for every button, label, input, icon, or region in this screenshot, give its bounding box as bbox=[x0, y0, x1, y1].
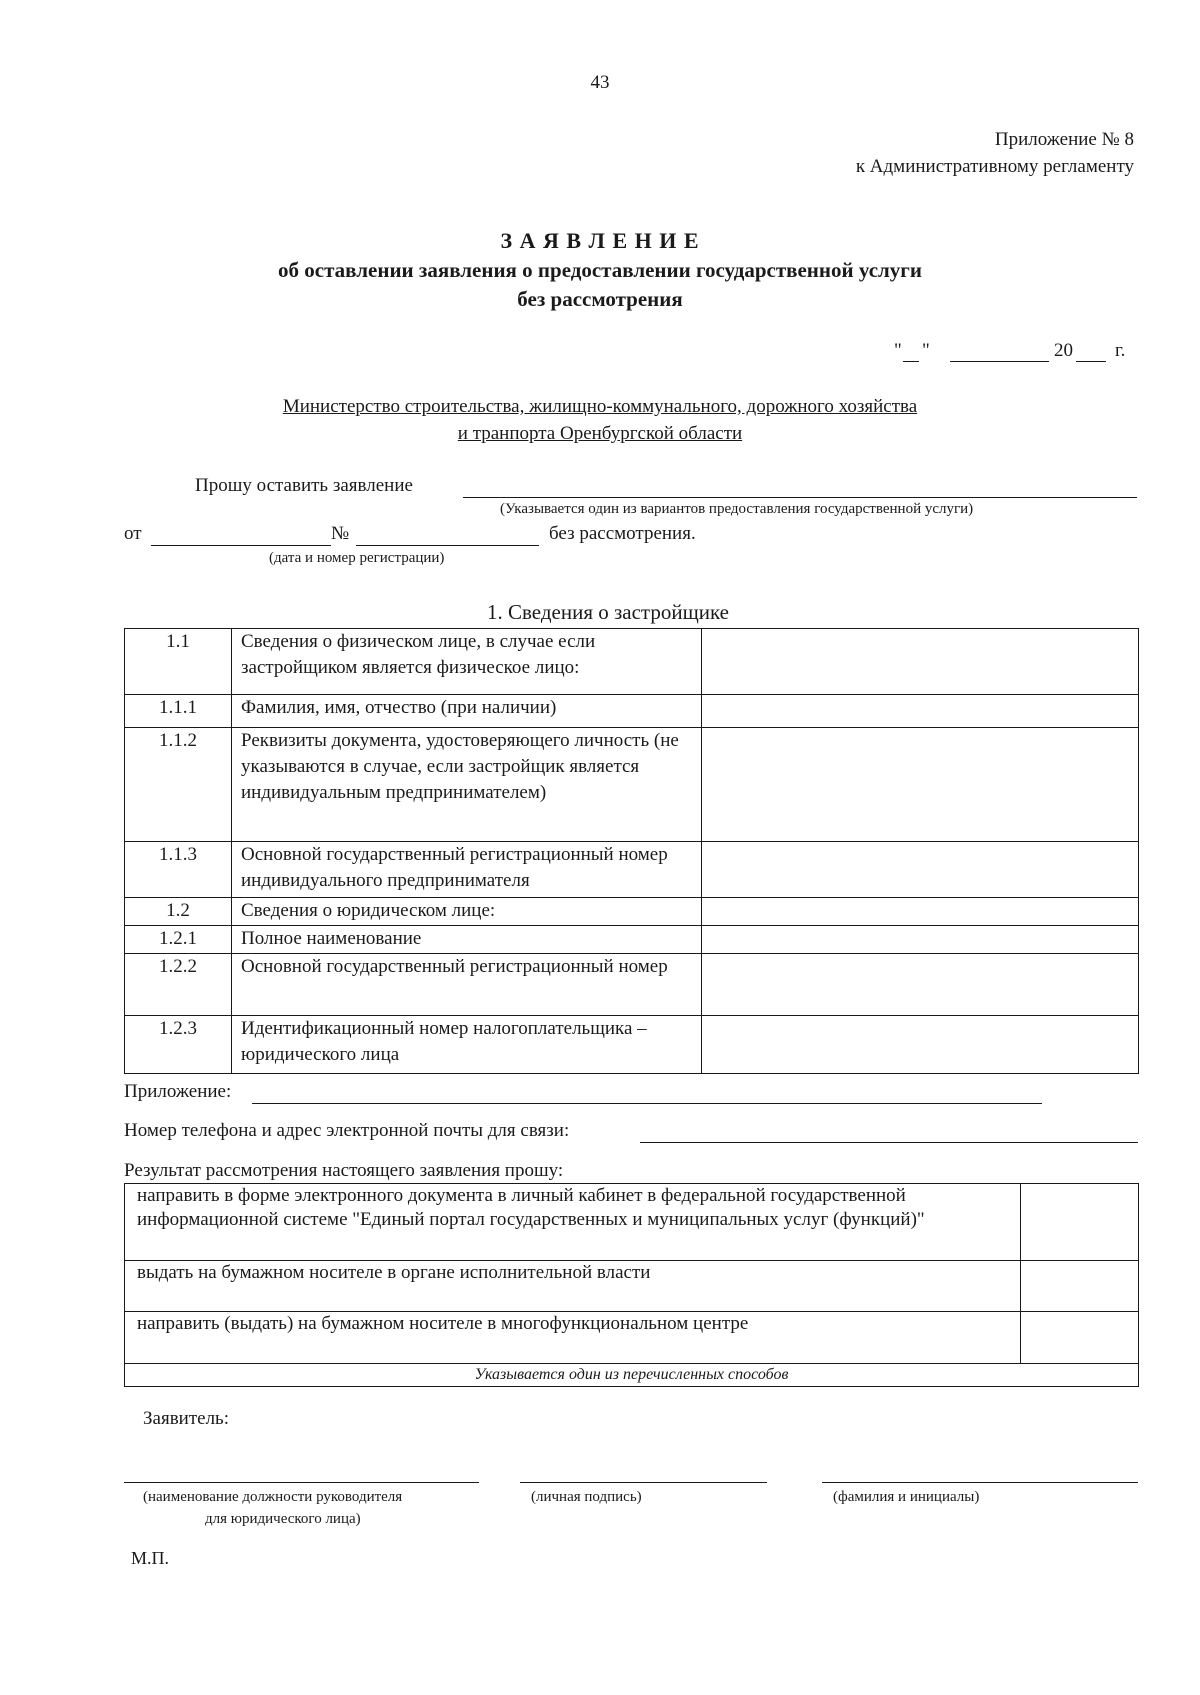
row-value-cell[interactable] bbox=[702, 954, 1139, 1016]
attachment-label: Приложение: bbox=[124, 1081, 232, 1102]
result-option-checkbox[interactable] bbox=[1021, 1184, 1139, 1261]
section1-title: 1. Сведения о застройщике bbox=[487, 600, 730, 624]
row-label: Основной государственный регистрационный номер bbox=[232, 954, 702, 1016]
row-label: Сведения о юридическом лице: bbox=[232, 898, 702, 926]
request-from-label: от bbox=[124, 523, 142, 544]
registration-date-field[interactable] bbox=[151, 545, 331, 546]
position-hint-line1: (наименование должности руководителя bbox=[143, 1489, 403, 1505]
row-value-cell[interactable] bbox=[702, 926, 1139, 954]
row-value-cell[interactable] bbox=[702, 695, 1139, 728]
row-label: Идентификационный номер налогоплательщика – юридического лица bbox=[232, 1016, 702, 1074]
request-text: Прошу оставить заявление bbox=[195, 475, 413, 496]
position-hint-line2: для юридического лица) bbox=[205, 1511, 361, 1527]
row-number: 1.1 bbox=[125, 629, 232, 695]
attachment-field[interactable] bbox=[252, 1103, 1042, 1104]
row-value-cell[interactable] bbox=[702, 842, 1139, 898]
row-label: Полное наименование bbox=[232, 926, 702, 954]
table-row bbox=[125, 1184, 1139, 1261]
contact-field[interactable] bbox=[640, 1142, 1138, 1143]
developer-info-table bbox=[124, 628, 1139, 1074]
date-quote-open: " bbox=[894, 340, 902, 361]
table-row bbox=[125, 842, 1139, 898]
table-row bbox=[125, 1364, 1139, 1387]
table-row bbox=[125, 1261, 1139, 1312]
request-variant-hint: (Указывается один из вариантов предоставления государственной услуги) bbox=[500, 501, 974, 517]
row-number: 1.2 bbox=[125, 898, 232, 926]
date-year-prefix: 20 bbox=[1054, 340, 1073, 361]
result-option-checkbox[interactable] bbox=[1021, 1261, 1139, 1312]
applicant-label: Заявитель: bbox=[143, 1408, 229, 1429]
without-review-text: без рассмотрения. bbox=[549, 523, 696, 544]
result-label: Результат рассмотрения настоящего заявления прошу: bbox=[124, 1160, 564, 1181]
stamp-place: М.П. bbox=[131, 1548, 170, 1568]
date-month-field[interactable] bbox=[950, 361, 1049, 362]
row-number: 1.1.3 bbox=[125, 842, 232, 898]
row-label: Фамилия, имя, отчество (при наличии) bbox=[232, 695, 702, 728]
result-option-label: выдать на бумажном носителе в органе исполнительной власти bbox=[125, 1261, 1021, 1312]
signature-hint: (личная подпись) bbox=[531, 1489, 642, 1505]
row-number: 1.2.2 bbox=[125, 954, 232, 1016]
row-value-cell[interactable] bbox=[702, 728, 1139, 842]
table-row bbox=[125, 898, 1139, 926]
row-value-cell[interactable] bbox=[702, 629, 1139, 695]
page-number: 43 bbox=[590, 72, 610, 93]
registration-hint: (дата и номер регистрации) bbox=[269, 550, 445, 566]
signature-field[interactable] bbox=[520, 1482, 767, 1483]
position-field[interactable] bbox=[124, 1482, 479, 1483]
document-subtitle-line2: без рассмотрения bbox=[517, 287, 683, 311]
row-value-cell[interactable] bbox=[702, 898, 1139, 926]
ministry-name-line1: Министерство строительства, жилищно-коммунального, дорожного хозяйства bbox=[282, 396, 918, 417]
row-value-cell[interactable] bbox=[702, 1016, 1139, 1074]
document-title: З А Я В Л Е Н И Е bbox=[500, 228, 700, 253]
table-row bbox=[125, 695, 1139, 728]
row-number: 1.2.1 bbox=[125, 926, 232, 954]
row-label: Основной государственный регистрационный номер индивидуального предпринимателя bbox=[232, 842, 702, 898]
appendix-number: Приложение № 8 bbox=[994, 129, 1134, 150]
row-number: 1.2.3 bbox=[125, 1016, 232, 1074]
date-quote-close: " bbox=[922, 340, 930, 361]
table-row bbox=[125, 629, 1139, 695]
result-options-table bbox=[124, 1183, 1139, 1387]
result-option-label: направить (выдать) на бумажном носителе в многофункциональном центре bbox=[125, 1312, 1021, 1364]
table-row bbox=[125, 728, 1139, 842]
request-variant-field[interactable] bbox=[463, 497, 1137, 498]
row-label: Сведения о физическом лице, в случае если застройщиком является физическое лицо: bbox=[232, 629, 702, 695]
date-day-field[interactable] bbox=[903, 361, 919, 362]
row-label: Реквизиты документа, удостоверяющего личность (не указываются в случае, если застройщик является индивидуальным предпринимателем) bbox=[232, 728, 702, 842]
document-subtitle-line1: об оставлении заявления о предоставлении государственной услуги bbox=[278, 258, 922, 282]
date-year-field[interactable] bbox=[1076, 361, 1106, 362]
table-row bbox=[125, 1312, 1139, 1364]
table-row bbox=[125, 1016, 1139, 1074]
result-option-checkbox[interactable] bbox=[1021, 1312, 1139, 1364]
table-row bbox=[125, 954, 1139, 1016]
contact-label: Номер телефона и адрес электронной почты для связи: bbox=[124, 1120, 570, 1141]
table-row bbox=[125, 926, 1139, 954]
registration-number-field[interactable] bbox=[356, 545, 539, 546]
date-year-suffix: г. bbox=[1115, 340, 1126, 361]
full-name-field[interactable] bbox=[822, 1482, 1138, 1483]
number-sign: № bbox=[331, 523, 350, 544]
ministry-name-line2: и транпорта Оренбургской области bbox=[457, 423, 743, 444]
appendix-reference: к Административному регламенту bbox=[855, 156, 1134, 177]
row-number: 1.1.2 bbox=[125, 728, 232, 842]
result-option-label: направить в форме электронного документа в личный кабинет в федеральной государственной информационной системе "Единый портал государственных и муниципальных услуг (функций)" bbox=[125, 1184, 1021, 1261]
result-note: Указывается один из перечисленных способов bbox=[125, 1364, 1139, 1387]
full-name-hint: (фамилия и инициалы) bbox=[833, 1489, 980, 1505]
row-number: 1.1.1 bbox=[125, 695, 232, 728]
